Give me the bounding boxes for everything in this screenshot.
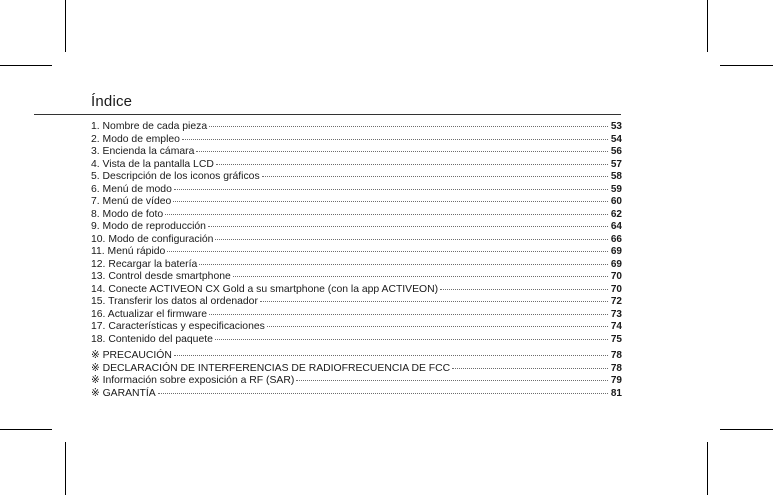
toc-entry-label: 10. Modo de configuración — [91, 233, 214, 245]
toc-page-number: 66 — [610, 233, 622, 245]
dot-leader — [174, 189, 608, 190]
toc-page-number: 81 — [610, 387, 622, 399]
toc-entry-label: 2. Modo de empleo — [91, 133, 180, 145]
toc-entry-17[interactable] — [91, 321, 622, 334]
crop-mark-bottom-right-vertical — [707, 442, 708, 495]
dot-leader — [452, 368, 608, 369]
dot-leader — [199, 264, 608, 265]
toc-entry-label: ※ GARANTÍA — [91, 387, 156, 399]
toc-entry-13[interactable] — [91, 271, 622, 284]
dot-leader — [209, 126, 608, 127]
toc-entry-label: 6. Menú de modo — [91, 183, 172, 195]
crop-mark-top-left-vertical — [65, 0, 66, 52]
dot-leader — [196, 151, 607, 152]
toc-page-number: 57 — [610, 158, 622, 170]
table-of-contents — [91, 121, 622, 400]
toc-note-fcc[interactable] — [91, 363, 622, 376]
toc-page-number: 59 — [610, 183, 622, 195]
dot-leader — [167, 251, 608, 252]
toc-page-number: 58 — [610, 171, 622, 182]
toc-page-number: 78 — [610, 362, 622, 374]
toc-page-number: 54 — [610, 133, 622, 145]
toc-page-number: 78 — [610, 350, 622, 361]
toc-page-number: 64 — [610, 221, 622, 232]
toc-entry-8[interactable] — [91, 209, 622, 222]
toc-entry-11[interactable] — [91, 246, 622, 259]
toc-entry-7[interactable] — [91, 196, 622, 209]
toc-entry-label: 1. Nombre de cada pieza — [91, 121, 208, 132]
dot-leader — [296, 380, 608, 381]
toc-entry-9[interactable] — [91, 221, 622, 234]
toc-entry-10[interactable] — [91, 234, 622, 247]
toc-entry-2[interactable] — [91, 134, 622, 147]
toc-entry-label: ※ DECLARACIÓN DE INTERFERENCIAS DE RADIOFRECUENCIA DE FCC — [91, 362, 451, 374]
dot-leader — [260, 301, 608, 302]
dot-leader — [215, 339, 608, 340]
toc-entry-label: ※ PRECAUCIÓN — [91, 350, 172, 361]
dot-leader — [267, 326, 608, 327]
toc-page-number: 69 — [610, 258, 622, 270]
toc-page-number: 60 — [610, 196, 622, 207]
toc-entry-1[interactable] — [91, 121, 622, 134]
toc-entry-label: 17. Características y especificaciones — [91, 321, 265, 332]
toc-note-warranty[interactable] — [91, 388, 622, 401]
toc-entry-label: 8. Modo de foto — [91, 208, 164, 220]
dot-leader — [262, 176, 608, 177]
toc-page-number: 70 — [610, 271, 622, 282]
toc-entry-label: 7. Menú de vídeo — [91, 196, 172, 207]
dot-leader — [215, 239, 607, 240]
toc-entry-label: 18. Contenido del paquete — [91, 333, 213, 345]
toc-entry-16[interactable] — [91, 309, 622, 322]
toc-entry-4[interactable] — [91, 159, 622, 172]
page-title: Índice — [91, 93, 133, 110]
toc-entry-label: 13. Control desde smartphone — [91, 271, 231, 282]
dot-leader — [182, 139, 608, 140]
toc-entry-6[interactable] — [91, 184, 622, 197]
crop-mark-top-left-horizontal — [0, 65, 52, 66]
crop-mark-bottom-left-vertical — [65, 442, 66, 495]
title-divider — [34, 114, 621, 115]
toc-entry-label: 16. Actualizar el firmware — [91, 308, 208, 320]
toc-page-number: 74 — [610, 321, 622, 332]
toc-page-number: 56 — [610, 146, 622, 157]
toc-page-number: 69 — [610, 246, 622, 257]
toc-entry-label: 3. Encienda la cámara — [91, 146, 195, 157]
toc-entry-label: 9. Modo de reproducción — [91, 221, 206, 232]
crop-mark-bottom-left-horizontal — [0, 429, 52, 430]
toc-page-number: 72 — [610, 296, 622, 307]
crop-mark-bottom-right-horizontal — [720, 429, 773, 430]
toc-note-precaution[interactable] — [91, 350, 622, 363]
toc-entry-label: 15. Transferir los datos al ordenador — [91, 296, 258, 307]
crop-mark-top-right-vertical — [707, 0, 708, 52]
toc-entry-14[interactable] — [91, 284, 622, 297]
dot-leader — [173, 201, 608, 202]
toc-page-number: 70 — [610, 283, 622, 295]
toc-entry-label: 5. Descripción de los iconos gráficos — [91, 171, 260, 182]
dot-leader — [174, 355, 608, 356]
dot-leader — [209, 314, 608, 315]
dot-leader — [165, 214, 608, 215]
toc-page-number: 73 — [610, 308, 622, 320]
dot-leader — [440, 289, 608, 290]
toc-page-number: 62 — [610, 208, 622, 220]
toc-page-number: 79 — [610, 375, 622, 386]
toc-entry-label: 12. Recargar la batería — [91, 258, 198, 270]
dot-leader — [216, 164, 608, 165]
toc-entry-label: 4. Vista de la pantalla LCD — [91, 158, 214, 170]
toc-entry-18[interactable] — [91, 334, 622, 347]
toc-entry-label: 11. Menú rápido — [91, 246, 166, 257]
dot-leader — [158, 393, 608, 394]
crop-mark-top-right-horizontal — [720, 65, 773, 66]
toc-page-number: 75 — [610, 333, 622, 345]
toc-entry-5[interactable] — [91, 171, 622, 184]
dot-leader — [233, 276, 608, 277]
toc-entry-label: ※ Información sobre exposición a RF (SAR) — [91, 375, 295, 386]
toc-note-sar[interactable] — [91, 375, 622, 388]
toc-entry-3[interactable] — [91, 146, 622, 159]
dot-leader — [208, 226, 608, 227]
toc-entry-12[interactable] — [91, 259, 622, 272]
toc-entry-label: 14. Conecte ACTIVEON CX Gold a su smartphone (con la app ACTIVEON) — [91, 283, 439, 295]
toc-page-number: 53 — [610, 121, 622, 132]
toc-entry-15[interactable] — [91, 296, 622, 309]
